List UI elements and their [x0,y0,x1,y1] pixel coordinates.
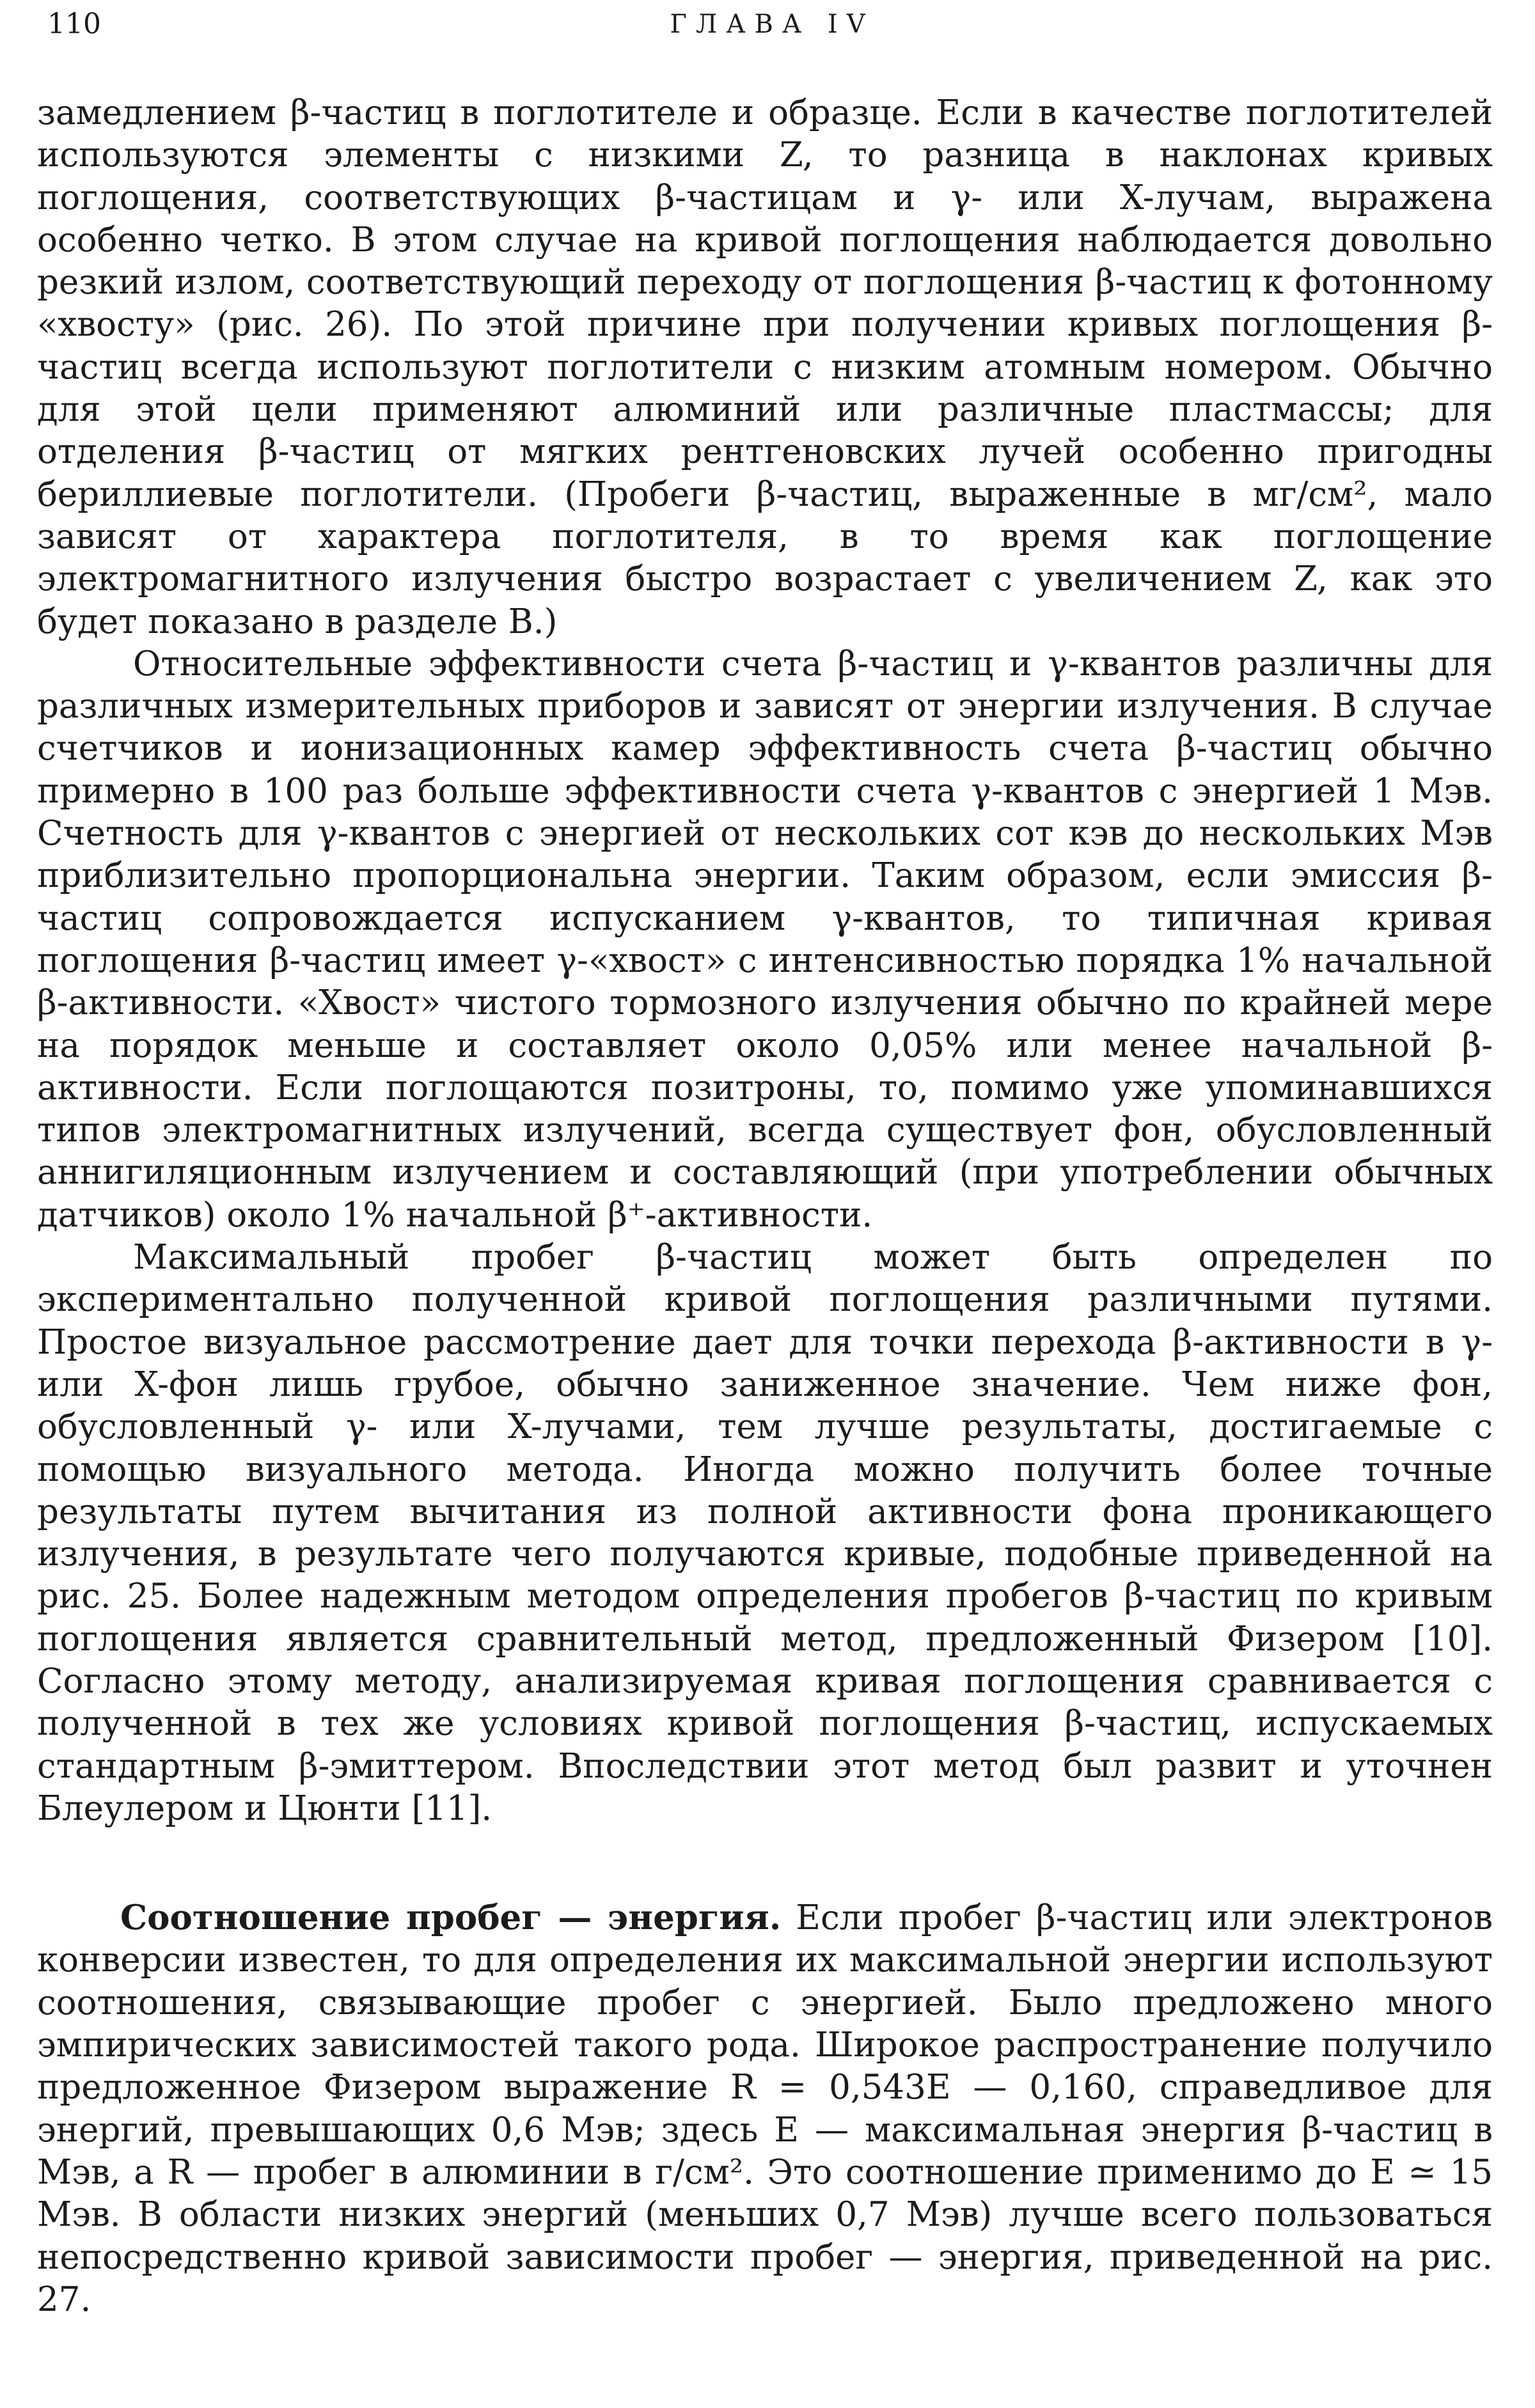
paragraph-counting-efficiency: Относительные эффективности счета β-частиц и γ-квантов различны для различных измерительных приборов и зависят от энергии излучения. В случае счетчиков и ионизационных камер эффективность счета β-частиц обычно примерно в 100 раз больше эффективности счета γ-квантов с энергией 1 Мэв. Счетность для γ-квантов с энергией от нескольких сот кэв до нескольких Мэв приблизительно пропорциональна энергии. Таким образом, если эмиссия β-частиц сопровождается испусканием γ-квантов, то типичная кривая поглощения β-частиц имеет γ-«хвост» с интенсивностью порядка 1% начальной β-активности. «Хвост» чистого тормозного излучения обычно по крайней мере на порядок меньше и составляет около 0,05% или менее начальной β-активности. Если поглощаются позитроны, то, помимо уже упоминавшихся типов электромагнитных излучений, всегда существует фон, обусловленный аннигиляционным излучением и составляющий (при употреблении обычных датчиков) около 1% начальной β⁺-активности. [37,644,1493,1235]
body-text [37,92,1493,2321]
section-text: Если пробег β-частиц или электронов конверсии известен, то для определения их максимальной энергии используют соотношения, связывающие пробег с энергией. Было предложено много эмпирических зависимостей такого рода. Широкое распространение получило предложенное Физером выражение R = 0,543E — 0,160, справедливое для энергий, превышающих 0,6 Мэв; здесь E — максимальная энергия β-частиц в Мэв, а R — пробег в алюминии в г/см². Это соотношение применимо до E ≃ 15 Мэв. В области низких энергий (меньших 0,7 Мэв) лучше всего пользоваться непосредственно кривой зависимости пробег — энергия, приведенной на рис. 27. [37,1898,1493,2319]
chapter-title: ГЛАВА IV [670,10,874,39]
page-number: 110 [47,8,101,40]
paragraph-continued: замедлением β-частиц в поглотителе и образце. Если в качестве поглотителей используются элементы с низкими Z, то разница в наклонах кривых поглощения, соответствующих β-частицам и γ- или X-лучам, выражена особенно четко. В этом случае на кривой поглощения наблюдается довольно резкий излом, соответствующий переходу от поглощения β-частиц к фотонному «хвосту» (рис. 26). По этой причине при получении кривых поглощения β-частиц всегда используют поглотители с низким атомным номером. Обычно для этой цели применяют алюминий или различные пластмассы; для отделения β-частиц от мягких рентгеновских лучей особенно пригодны бериллиевые поглотители. (Пробеги β-частиц, выраженные в мг/см², мало зависят от характера поглотителя, в то время как поглощение электромагнитного излучения быстро возрастает с увеличением Z, как это будет показано в разделе В.) [37,93,1493,641]
section-range-energy [37,1896,1493,2321]
running-head [47,5,1497,43]
section-heading: Соотношение пробег — энергия. [120,1898,782,1938]
paragraph-maximum-range: Максимальный пробег β-частиц может быть определен по экспериментально полученной кривой поглощения различными путями. Простое визуальное рассмотрение дает для точки перехода β-активности в γ- или X-фон лишь грубое, обычно заниженное значение. Чем ниже фон, обусловленный γ- или X-лучами, тем лучше результаты, достигаемые с помощью визуального метода. Иногда можно получить более точные результаты путем вычитания из полной активности фона проникающего излучения, в результате чего получаются кривые, подобные приведенной на рис. 25. Более надежным методом определения пробегов β-частиц по кривым поглощения является сравнительный метод, предложенный Физером [10]. Согласно этому методу, анализируемая кривая поглощения сравнивается с полученной в тех же условиях кривой поглощения β-частиц, испускаемых стандартным β-эмиттером. Впоследствии этот метод был развит и уточнен Блеулером и Цюнти [11]. [37,1238,1493,1828]
